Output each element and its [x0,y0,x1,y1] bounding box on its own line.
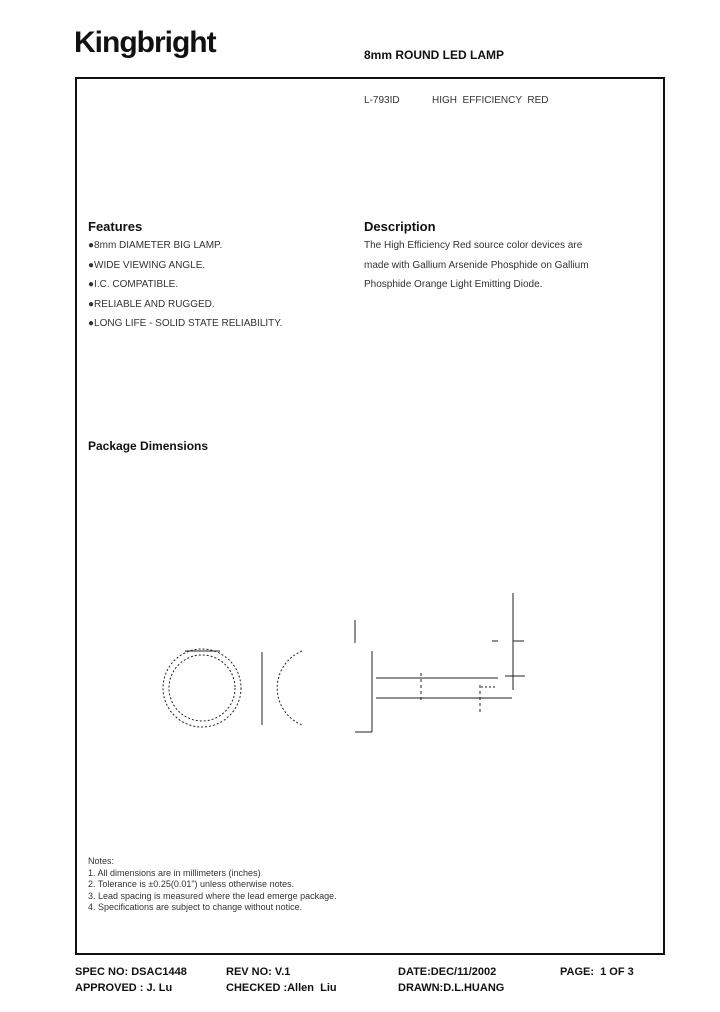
checked-by: CHECKED :Allen Liu [226,982,337,994]
note-item: 3. Lead spacing is measured where the lead emerge package. [88,890,337,901]
spec-number: SPEC NO: DSAC1448 [75,966,187,978]
note-item: 2. Tolerance is ±0.25(0.01") unless otherwise notes. [88,879,295,889]
features-list [88,236,282,334]
description-line: made with Gallium Arsenide Phosphide on Gallium [364,259,589,271]
kingbright-logo: Kingbright [74,26,216,59]
package-drawing [140,570,560,760]
description-heading: Description [364,219,436,234]
part-number: L-793ID [364,95,400,106]
notes [88,856,337,914]
feature-item: ●I.C. COMPATIBLE. [88,279,179,290]
date: DATE:DEC/11/2002 [398,966,497,978]
note-item: 1. All dimensions are in millimeters (inches) [88,867,261,878]
feature-item: ●8mm DIAMETER BIG LAMP. [88,240,223,251]
feature-item: ●WIDE VIEWING ANGLE. [88,259,206,271]
page-number: PAGE: 1 OF 3 [560,966,634,978]
features-heading: Features [88,219,143,234]
top-view [163,649,241,727]
feature-item: ●RELIABLE AND RUGGED. [88,298,215,310]
approved-by: APPROVED : J. Lu [75,982,173,994]
drawn-by: DRAWN:D.L.HUANG [398,982,505,994]
description-line: The High Efficiency Red source color devices are [364,240,583,251]
notes-heading: Notes: [88,856,115,866]
document-title: 8mm ROUND LED LAMP [364,48,505,62]
description-line: Phosphide Orange Light Emitting Diode. [364,279,543,290]
description-text [364,236,589,295]
content-frame [75,77,665,955]
revision-number: REV NO: V.1 [226,966,291,978]
emitting-color: HIGH EFFICIENCY RED [432,95,549,106]
package-dimensions-heading: Package Dimensions [88,439,209,453]
note-item: 4. Specifications are subject to change without notice. [88,902,303,912]
feature-item: ●LONG LIFE - SOLID STATE RELIABILITY. [88,318,283,329]
